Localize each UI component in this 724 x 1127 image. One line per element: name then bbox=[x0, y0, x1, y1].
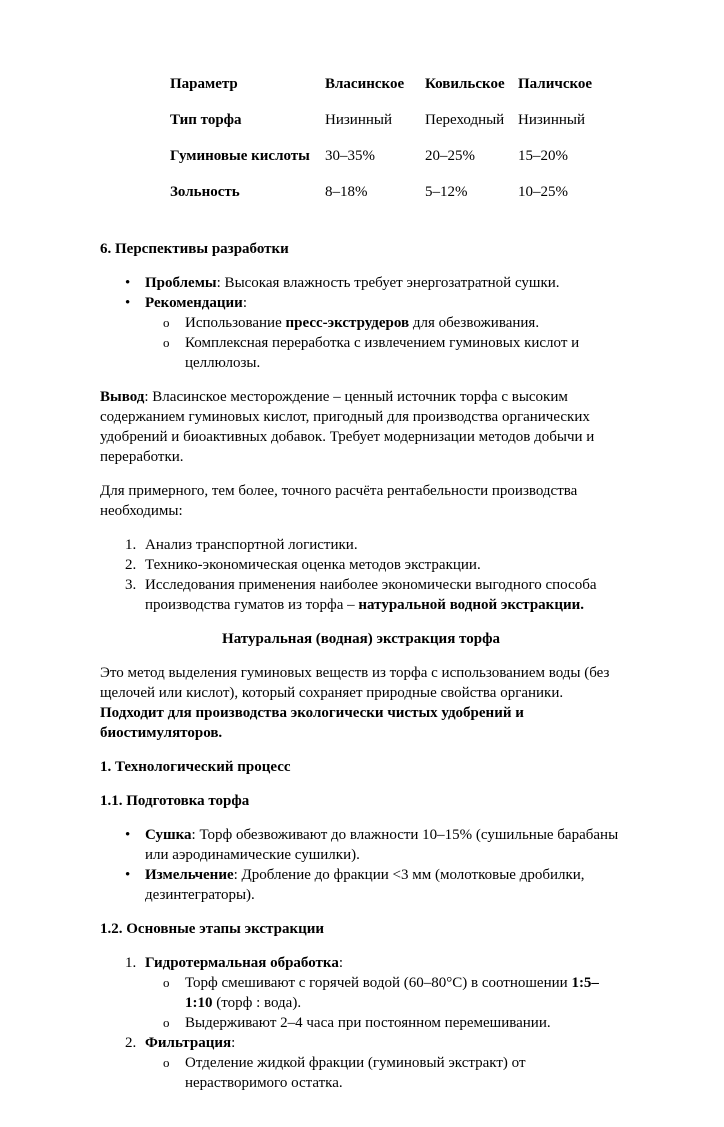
extraction-title: Натуральная (водная) экстракция торфа bbox=[222, 631, 500, 647]
sub-bullet-marker: o bbox=[163, 1015, 170, 1030]
table-header-row bbox=[170, 74, 620, 110]
sub-item-holding-time bbox=[100, 1013, 622, 1033]
calculation-list bbox=[100, 535, 622, 615]
list-item-text: Комплексная переработка с извлечением гуминовых кислот и целлюлозы. bbox=[185, 335, 580, 371]
bullet-marker: • bbox=[125, 867, 131, 883]
row-label: Тип торфа bbox=[170, 112, 242, 128]
list-item-text: Проблемы: Высокая влажность требует энергозатратной сушки. bbox=[145, 275, 560, 291]
list-number: 2. bbox=[125, 1035, 137, 1051]
list-number: 3. bbox=[125, 577, 137, 593]
table-header-parameter: Параметр bbox=[170, 76, 238, 92]
process-heading: 1. Технологический процесс bbox=[100, 759, 291, 775]
list-item-grinding bbox=[100, 865, 622, 905]
prep-list bbox=[100, 825, 622, 905]
list-item-text: Рекомендации: bbox=[145, 295, 247, 311]
table-row-ash-content bbox=[170, 182, 620, 218]
table-header-vlasinskoe: Власинское bbox=[325, 76, 405, 92]
list-item-text: Сушка: Торф обезвоживают до влажности 10–15% (сушильные барабаны или аэродинамические сушилки). bbox=[145, 827, 619, 863]
table-cell: Переходный bbox=[425, 112, 505, 128]
prospects-list bbox=[100, 273, 622, 373]
table-cell: 15–20% bbox=[518, 148, 568, 164]
table-header-palichskoe: Паличское bbox=[518, 76, 593, 92]
list-number: 1. bbox=[125, 537, 137, 553]
sub-item-complex-processing bbox=[100, 333, 622, 373]
numbered-item-humate-research bbox=[100, 575, 622, 615]
list-item-text: Выдерживают 2–4 часа при постоянном перемешивании. bbox=[185, 1015, 551, 1031]
table-cell: 10–25% bbox=[518, 184, 568, 200]
list-item-text: Технико-экономическая оценка методов экстракции. bbox=[145, 557, 481, 573]
list-item-text: Измельчение: Дробление до фракции <3 мм (молотковые дробилки, дезинтеграторы). bbox=[145, 867, 585, 903]
prospects-heading: 6. Перспективы разработки bbox=[100, 241, 289, 257]
table-cell: 30–35% bbox=[325, 148, 375, 164]
list-item-text: Торф смешивают с горячей водой (60–80°C) в соотношении 1:5–1:10 (торф : вода). bbox=[185, 975, 599, 1011]
sub-item-press-extruders bbox=[100, 313, 622, 333]
numbered-item-hydrothermal bbox=[100, 953, 622, 973]
numbered-item-techno-economic bbox=[100, 555, 622, 575]
bullet-marker: • bbox=[125, 275, 131, 291]
bullet-marker: • bbox=[125, 827, 131, 843]
sub-bullet-marker: o bbox=[163, 335, 170, 350]
list-item-text: Использование пресс-экструдеров для обезвоживания. bbox=[185, 315, 540, 331]
stages-list bbox=[100, 953, 622, 1093]
table-cell: Низинный bbox=[325, 112, 392, 128]
numbered-item-logistics bbox=[100, 535, 622, 555]
stages-heading: 1.2. Основные этапы экстракции bbox=[100, 921, 325, 937]
extraction-description-paragraph: Это метод выделения гуминовых веществ из торфа с использованием воды (без щелочей или кислот), который сохраняет природные свойства органики. Подходит для производства экологически чистых удобрений и биостимуляторов. bbox=[100, 665, 610, 741]
list-item-problems bbox=[100, 273, 622, 293]
table-cell: 20–25% bbox=[425, 148, 475, 164]
sub-bullet-marker: o bbox=[163, 975, 170, 990]
sub-bullet-marker: o bbox=[163, 1055, 170, 1070]
peat-comparison-table bbox=[170, 74, 620, 218]
list-item-text: Гидротермальная обработка: bbox=[145, 955, 343, 971]
numbered-item-filtration bbox=[100, 1033, 622, 1053]
prep-heading: 1.1. Подготовка торфа bbox=[100, 793, 250, 809]
list-item-text: Исследования применения наиболее экономически выгодного способа производства гуматов из торфа – натуральной водной экстракции. bbox=[145, 577, 597, 613]
bullet-marker: • bbox=[125, 295, 131, 311]
list-item-text: Анализ транспортной логистики. bbox=[145, 537, 358, 553]
conclusion-paragraph: Вывод: Власинское месторождение – ценный источник торфа с высоким содержанием гуминовых кислот, пригодный для производства органических удобрений и биоактивных добавок. Требует модернизации методов добычи и переработки. bbox=[100, 389, 595, 465]
table-cell: Низинный bbox=[518, 112, 585, 128]
row-label: Зольность bbox=[170, 184, 240, 200]
table-cell: 5–12% bbox=[425, 184, 468, 200]
calculation-intro-paragraph: Для примерного, тем более, точного расчёта рентабельности производства необходимы: bbox=[100, 483, 578, 519]
row-label: Гуминовые кислоты bbox=[170, 148, 310, 164]
table-cell: 8–18% bbox=[325, 184, 368, 200]
list-item-drying bbox=[100, 825, 622, 865]
list-number: 1. bbox=[125, 955, 137, 971]
table-row-humic-acids bbox=[170, 146, 620, 182]
sub-item-liquid-separation bbox=[100, 1053, 622, 1093]
list-item-text: Фильтрация: bbox=[145, 1035, 236, 1051]
list-item-text: Отделение жидкой фракции (гуминовый экстракт) от нерастворимого остатка. bbox=[185, 1055, 526, 1091]
list-number: 2. bbox=[125, 557, 137, 573]
table-row-peat-type bbox=[170, 110, 620, 146]
sub-bullet-marker: o bbox=[163, 315, 170, 330]
list-item-recommendations bbox=[100, 293, 622, 313]
table-header-kovilskoe: Ковильское bbox=[425, 76, 505, 92]
sub-item-hot-water-mix bbox=[100, 973, 622, 1013]
